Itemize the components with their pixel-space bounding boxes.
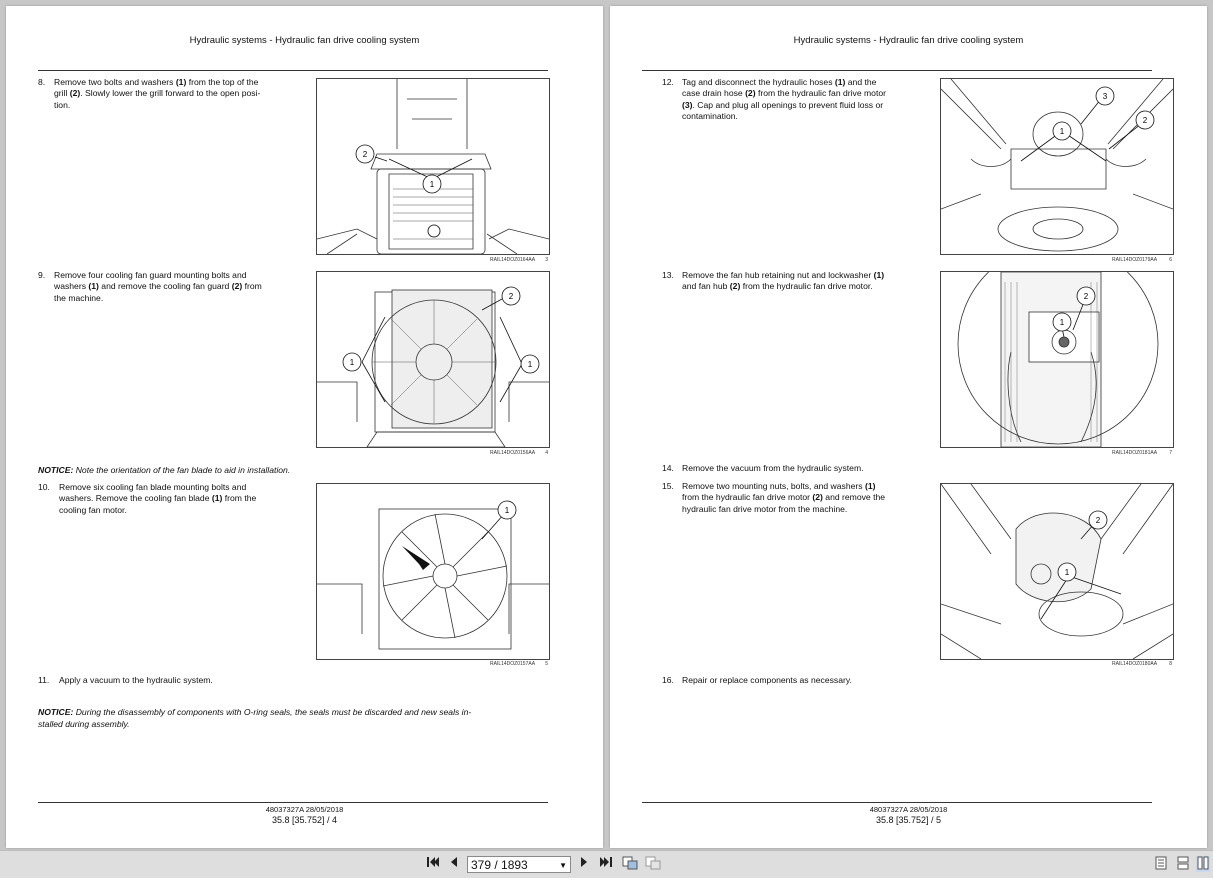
step-text: Remove the vacuum from the hydraulic system. xyxy=(682,463,864,473)
fan-blade-illustration xyxy=(317,484,549,659)
step-text: Tag and disconnect the hydraulic hoses (1) and the case drain hose (2) from the hydraulic fan drive motor (3). Cap and plug all openings to prevent fluid loss or contamination. xyxy=(682,77,886,121)
callout-2: 2 xyxy=(1083,292,1089,301)
footer-doc-id: 48037327A 28/05/2018 xyxy=(869,805,948,814)
step-9 xyxy=(38,270,300,304)
footer-page-number: 35.8 [35.752] / 5 xyxy=(875,815,942,825)
notice-o-ring: NOTICE: During the disassembly of components with O-ring seals, the seals must be discarded and new seals in- stalled during assembly. xyxy=(38,707,472,729)
document-page-left: Hydraulic systems - Hydraulic fan drive cooling system 8. Remove two bolts and washers (1) from the top of the grill (2). Slowly lower the grill forward to the open posi- tion. 2 1 RAIL14DOZ0164AA 3 9. Remove four cooling fan guard mounting bolts and washers (1) and remove the cooling fan guard (2) from the machine. 2 1 1 RAIL14DOZ0156AA 4 NOTICE: Note the orientation of the fan blade to aid in installation. 10. Remove six cooling fan blade mounting bolts and washers. Remove the cooling fan blade (1) from the cooling fan motor. 1 RAIL14DOZ0157AA 5 11. Apply a vacuum to the hydraulic system. NOTICE: During the disassembly of components with O-ring seals, the seals must be discarded and new seals in- stalled during assembly. 48037327A 28/05/2018 35.8 [35.752] / 4 xyxy=(6,6,603,848)
callout-1: 1 xyxy=(1059,127,1065,136)
callout-2: 2 xyxy=(1142,116,1148,125)
step-text: Remove two bolts and washers (1) from the top of the grill (2). Slowly lower the grill forward to the open posi- tion. xyxy=(54,77,261,110)
last-page-icon[interactable] xyxy=(598,856,614,872)
page-header: Hydraulic systems - Hydraulic fan drive cooling system xyxy=(793,35,1024,46)
fan-hub-illustration xyxy=(941,272,1173,447)
step-14 xyxy=(662,463,924,474)
step-number: 9. xyxy=(38,270,46,280)
step-text: Remove six cooling fan blade mounting bolts and washers. Remove the cooling fan blade (1) from the cooling fan motor. xyxy=(59,482,257,515)
single-page-icon[interactable] xyxy=(1154,856,1168,872)
step-number: 11. xyxy=(38,675,50,685)
fit-width-icon[interactable] xyxy=(645,856,661,872)
step-13 xyxy=(662,270,924,293)
next-page-icon[interactable] xyxy=(578,856,590,872)
step-number: 8. xyxy=(38,77,46,87)
viewer-toolbar xyxy=(0,850,1213,878)
page-header: Hydraulic systems - Hydraulic fan drive cooling system xyxy=(189,35,420,46)
notice-orientation: NOTICE: Note the orientation of the fan blade to aid in installation. xyxy=(38,465,291,475)
prev-page-icon[interactable] xyxy=(448,856,460,872)
step-text: Remove the fan hub retaining nut and lockwasher (1) and fan hub (2) from the hydraulic fan drive motor. xyxy=(682,270,885,292)
fit-page-icon[interactable] xyxy=(622,856,638,872)
callout-1: 1 xyxy=(429,180,435,189)
step-number: 13. xyxy=(662,270,674,280)
footer-divider xyxy=(642,802,1152,803)
continuous-page-icon[interactable] xyxy=(1176,856,1190,872)
step-10 xyxy=(38,482,300,516)
step-text: Remove four cooling fan guard mounting bolts and washers (1) and remove the cooling fan guard (2) from the machine. xyxy=(54,270,262,303)
step-number: 15. xyxy=(662,481,674,491)
step-number: 16. xyxy=(662,675,674,685)
callout-1: 1 xyxy=(504,506,510,515)
step-text: Remove two mounting nuts, bolts, and washers (1) from the hydraulic fan drive motor (2) and remove the hydraulic fan drive motor from the machine. xyxy=(682,481,886,514)
step-number: 10. xyxy=(38,482,50,492)
fan-guard-illustration xyxy=(317,272,549,447)
document-page-right: Hydraulic systems - Hydraulic fan drive cooling system 12. Tag and disconnect the hydraulic hoses (1) and the case drain hose (2) from the hydraulic fan drive motor (3). Cap and plug all openings to prevent fluid loss or contamination. 3 2 1 RAIL14DOZ0179AA 6 13. Remove the fan hub retaining nut and lockwasher (1) and fan hub (2) from the hydraulic fan drive motor. 2 1 RAIL14DOZ0181AA 7 14. Remove the vacuum from the hydraulic system. 15. Remove two mounting nuts, bolts, and washers (1) from the hydraulic fan drive motor (2) and remove the hydraulic fan drive motor from the machine. 2 1 RAIL14DOZ0180AA 8 16. Repair or replace components as necessary. 48037327A 28/05/2018 35.8 [35.752] / 5 xyxy=(610,6,1207,848)
step-text: Repair or replace components as necessary. xyxy=(682,675,852,685)
callout-1: 1 xyxy=(349,358,355,367)
step-8 xyxy=(38,77,300,111)
step-16 xyxy=(662,675,1062,686)
hydraulic-hoses-illustration xyxy=(941,79,1173,254)
figure-fan-hub xyxy=(940,271,1174,448)
callout-2: 2 xyxy=(508,292,514,301)
step-12 xyxy=(662,77,924,122)
figure-fan-guard xyxy=(316,271,550,448)
step-number: 14. xyxy=(662,463,674,473)
footer-page-number: 35.8 [35.752] / 4 xyxy=(271,815,338,825)
header-divider xyxy=(642,70,1152,71)
callout-1: 1 xyxy=(1059,318,1065,327)
header-divider xyxy=(38,70,548,71)
figure-grill xyxy=(316,78,550,255)
callout-1: 1 xyxy=(1064,568,1070,577)
callout-2: 2 xyxy=(1095,516,1101,525)
fan-motor-illustration xyxy=(941,484,1173,659)
callout-1: 1 xyxy=(527,360,533,369)
first-page-icon[interactable] xyxy=(425,856,441,872)
step-11 xyxy=(38,675,438,686)
page-number-input[interactable]: 379 / 1893 ▼ xyxy=(467,856,571,873)
footer-divider xyxy=(38,802,548,803)
callout-3: 3 xyxy=(1102,92,1108,101)
two-page-icon[interactable] xyxy=(1196,856,1210,872)
figure-fan-motor xyxy=(940,483,1174,660)
footer-doc-id: 48037327A 28/05/2018 xyxy=(265,805,344,814)
grill-illustration xyxy=(317,79,549,254)
callout-2: 2 xyxy=(362,150,368,159)
figure-hydraulic-hoses xyxy=(940,78,1174,255)
chevron-down-icon: ▼ xyxy=(559,861,567,870)
step-15 xyxy=(662,481,924,515)
step-number: 12. xyxy=(662,77,674,87)
figure-fan-blade xyxy=(316,483,550,660)
step-text: Apply a vacuum to the hydraulic system. xyxy=(59,675,213,685)
